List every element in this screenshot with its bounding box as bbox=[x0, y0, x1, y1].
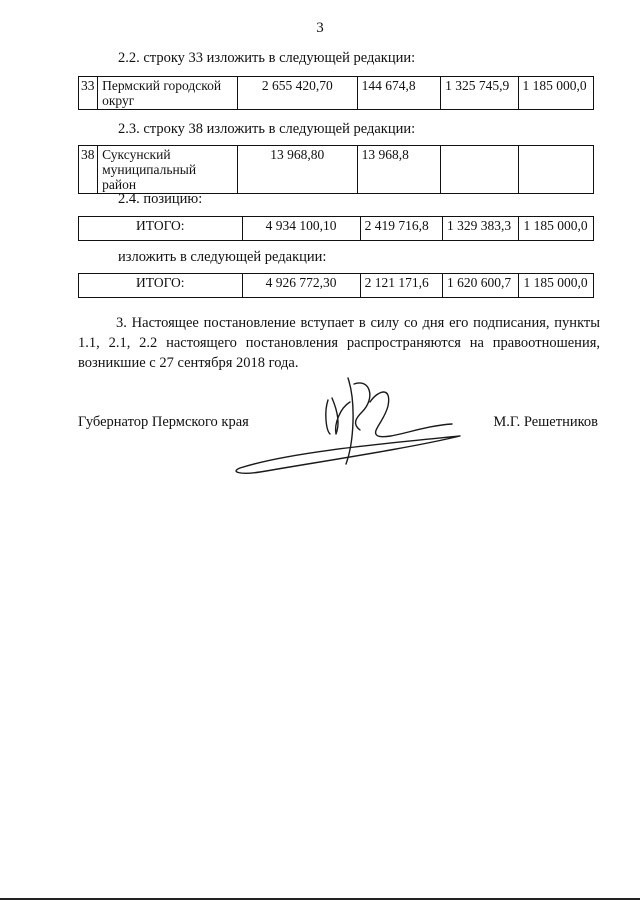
page-number: 3 bbox=[316, 20, 324, 36]
section-2-2-heading: 2.2. строку 33 изложить в следующей редакции: bbox=[118, 50, 416, 66]
signatory-position: Губернатор Пермского края bbox=[78, 414, 249, 430]
value-cell bbox=[441, 146, 518, 194]
total-new-table bbox=[78, 273, 594, 298]
value-cell: 13 968,80 bbox=[237, 146, 357, 194]
row-33-table bbox=[78, 76, 594, 110]
clause-3-text: 3. Настоящее постановление вступает в силу со дня его подписания, пункты 1.1, 2.1, 2.2 настоящего постановления распространяются на правоотношения, возникшие с 27 сентября 2018 года. bbox=[78, 315, 600, 371]
municipality-name: Пермский городской округ bbox=[98, 77, 238, 110]
municipality-name: Суксунский муниципальный район bbox=[98, 146, 238, 194]
value-cell: 13 968,8 bbox=[357, 146, 440, 194]
total-label: ИТОГО: bbox=[79, 217, 243, 241]
value-cell: 4 934 100,10 bbox=[242, 217, 360, 241]
value-cell: 1 620 600,7 bbox=[442, 274, 518, 298]
value-cell: 2 419 716,8 bbox=[360, 217, 442, 241]
total-old-table bbox=[78, 216, 594, 241]
bottom-rule bbox=[0, 898, 640, 900]
value-cell: 1 185 000,0 bbox=[519, 274, 594, 298]
table-row bbox=[79, 77, 594, 110]
value-cell: 1 185 000,0 bbox=[519, 217, 594, 241]
section-2-4-heading: 2.4. позицию: bbox=[118, 191, 203, 207]
handwritten-signature bbox=[220, 372, 480, 482]
row-number: 33 bbox=[79, 77, 98, 110]
value-cell: 2 121 171,6 bbox=[360, 274, 442, 298]
replacement-heading: изложить в следующей редакции: bbox=[118, 249, 327, 265]
section-2-3-heading: 2.3. строку 38 изложить в следующей редакции: bbox=[118, 121, 416, 137]
value-cell: 4 926 772,30 bbox=[242, 274, 360, 298]
value-cell: 1 185 000,0 bbox=[518, 77, 593, 110]
value-cell bbox=[518, 146, 593, 194]
total-label: ИТОГО: bbox=[79, 274, 243, 298]
value-cell: 1 329 383,3 bbox=[442, 217, 518, 241]
value-cell: 1 325 745,9 bbox=[441, 77, 518, 110]
signatory-name: М.Г. Решетников bbox=[493, 414, 598, 430]
value-cell: 144 674,8 bbox=[357, 77, 440, 110]
row-number: 38 bbox=[79, 146, 98, 194]
table-row bbox=[79, 274, 594, 298]
table-row bbox=[79, 217, 594, 241]
row-38-table bbox=[78, 145, 594, 194]
value-cell: 2 655 420,70 bbox=[237, 77, 357, 110]
table-row bbox=[79, 146, 594, 194]
